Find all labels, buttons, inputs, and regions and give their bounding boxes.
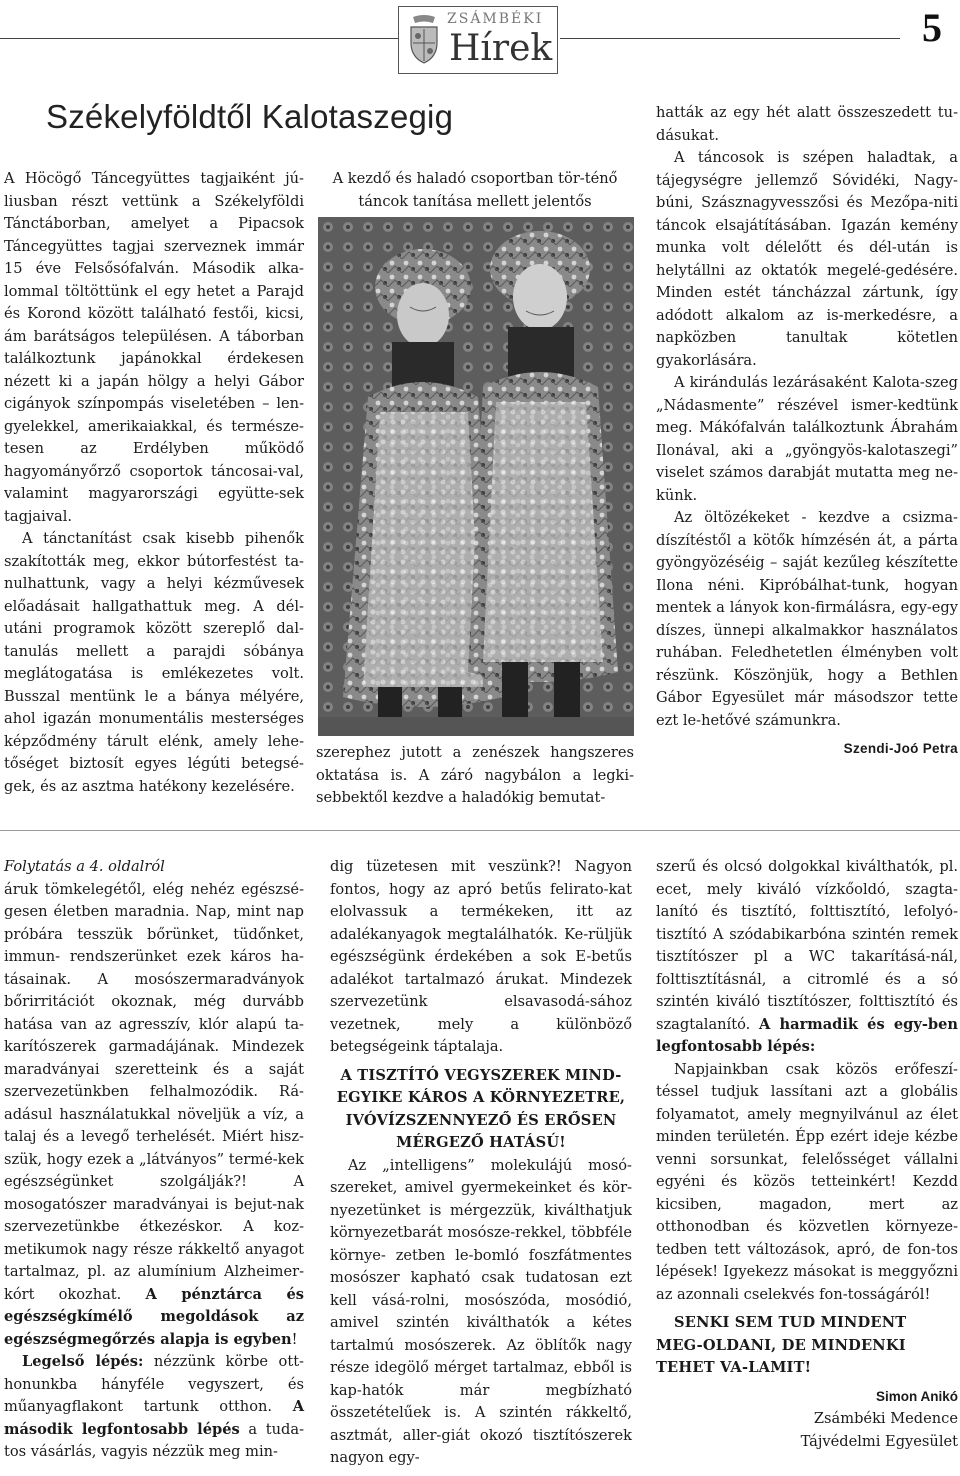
article-paragraph: hatták az egy hét alatt összeszedett tu-dásukat. — [656, 104, 958, 144]
continued-column-2 — [330, 856, 632, 1470]
signoff-organization-line-2: Tájvédelmi Egyesület — [800, 1432, 958, 1450]
text-run: nézzünk körbe ott-honunkba hányféle vegyszert, és műanyagflakont tartunk otthon. — [4, 1353, 304, 1415]
continued-paragraph: dig tüzetesen mit veszünk?! Nagyon fontos, hogy az apró betűs felirato-kat elolvassuk a termékeken, itt az adalékanyagok megtalálhatók. Ke-rüljük egészségünk érdekében a sok E-betűs adalékot tartalmazó árukat. Mindezek szervezetünk elsavasodá-sához vezetnek, mely a különböző betegségeink táptalaja. — [330, 858, 632, 1055]
photo-illustration — [318, 217, 634, 736]
masthead-top-text: ZSÁMBÉKI — [447, 11, 544, 27]
continued-paragraph — [656, 856, 958, 1059]
signoff-organization-line-1: Zsámbéki Medence — [813, 1410, 958, 1427]
photo-caption-top — [316, 168, 634, 213]
text-run: ! — [291, 1330, 298, 1348]
signoff-name: Simon Anikó — [875, 1388, 958, 1404]
article-column-1 — [4, 168, 304, 798]
continued-paragraph — [4, 879, 304, 1352]
continued-label: Folytatás a 4. oldalról — [4, 858, 165, 875]
masthead-rule-left — [0, 38, 398, 39]
closing-slogan: SENKI SEM TUD MINDENT MEG-OLDANI, DE MINDENKI TEHET VA-LAMIT! — [656, 1314, 907, 1376]
section-divider — [0, 830, 960, 831]
bold-text: A harmadik és egy-ben legfontosabb lépés: — [656, 1015, 958, 1055]
continued-paragraph: Napjainkban csak közös erőfeszí-téssel tudjuk lassítani azt a globális folyamatot, amely megnyilvánul az élet minden területén. Épp ezért ideje kézbe venni sorsunkat, felelősséget vállalni egyéni és közös tetteinkért! Kezdd kicsiben, magadon, mert az otthonodban és közvetlen környeze-tedben tett változások, apró, de fon-tos lépések! Igyekezz másokat is meggyőzni az azonnali cselekvés fon-tosságáról! — [656, 1060, 958, 1303]
masthead-title: Hírek — [449, 28, 553, 69]
warning-heading: A TISZTÍTÓ VEGYSZEREK MIND-EGYIKE KÁROS A KÖRNYEZETRE, IVÓVÍZSZENNYEZŐ ÉS ERŐSEN MÉRGEZŐ HATÁSÚ! — [336, 1066, 626, 1151]
continued-column-1 — [4, 856, 304, 1464]
coat-of-arms-icon — [407, 13, 441, 67]
article-paragraph: A Höcögő Táncegyüttes tagjaiként jú-liusban részt vettünk a Székelyföldi Tánctáborban, amelyet a Pipacsok Táncegyüttes tagjai szerveznek immár 15 éve Felsősófalván. Második alka-lommal töltöttünk el egy hetet a Parajd és Korond között található festői, kicsi, ám barátságos településen. A táborban találkoztunk japánokkal érdekesen nézett ki a japán hölgy a helyi Gábor cigányok színpompás viseletében – len-gyelekkel, amerikaiakkal, és természe-tesen az Erdélyben működő hagyományőrző csoportok táncosai-val, valamint magyarországi együtte-sek tagjaival. — [4, 170, 304, 525]
continued-paragraph — [4, 1351, 304, 1464]
text-run: szerű és olcsó dolgokkal kiválthatók, pl. ecet, mely kiváló vízkőoldó, szagta-lanító és tisztító, folttisztító, lefolyó-tisztító A szódabikarbóna szintén remek tisztítószer pl a WC takarításá-nál, folttisztításnál, a citromlé és a só szintén kiváló tisztítószer, folttisztító és szagtalanító. — [656, 858, 958, 1033]
caption-text: A kezdő és haladó csoportban tör-ténő táncok tanítása mellett jelentős — [332, 170, 618, 210]
bold-text: Legelső lépés: — [22, 1353, 144, 1370]
article-paragraph: A tánctanítást csak kisebb pihenők szakították meg, ekkor bútorfestést ta-nulhattunk, vagy a helyi kézművesek előadásait hallgathattuk meg. A dél-utáni programok között szereplő dal-tanulás mellett a parajdi sóbánya meglátogatása is emlékezetes volt. Busszal mentünk le a bánya mélyére, ahol igazán monumentális mesterséges képződmény tárult elénk, amely lehe-tőséget biztosít egyes légúti betegsé-gek, és az asztma hatékony kezelésére. — [4, 530, 304, 795]
masthead-logo — [398, 6, 558, 74]
article-title: Székelyföldtől Kalotaszegig — [46, 98, 454, 135]
signoff — [656, 1386, 958, 1454]
bold-text: A pénztárca és egészségkímélő megoldások az egészségmegőrzés alapja is egyben — [4, 1285, 304, 1348]
dancers-photo — [318, 217, 634, 736]
article-paragraph: Az öltözékeket - kezdve a csizma-díszítéstől a kötők hímzésén át, a párta gyöngyözéséig – saját kezűleg készítette Ilona néni. Kipróbálhat-tunk, hogyan mentek a lányok kon-firmálásra, egy-egy díszes, ünnepi alkalmakkor használatos ruhában. Feledhetetlen élményben volt részünk. Köszönjük, hogy a Bethlen Gábor Egyesület már másodszor tette ezt le-hetővé számunkra. — [656, 509, 958, 729]
continued-paragraph: Az „intelligens” molekulájú mosó-szereket, amivel gyermekeinket és kör-nyezetünket is mérgezzük, kiválthatjuk környezetbarát mosósze-rekkel, többféle környe- zetben le-bomló foszfátmentes mosószer kapható csak tudatosan ezt kell vásá-rolni, mosószóda, mosódió, amivel szintén kiválthatók a kétes tartalmú mosószerek. Az öblítők nagy része idegölő mérget tartalmaz, ebből is kap-hatók már megbízható összetételűek is. A szintén rákkeltő, asztmát, aller-giát okozó tisztítószerek nagyon egy- — [330, 1156, 632, 1466]
caption-text: szerephez jutott a zenészek hangszeres oktatása is. A záró nagybálon a legki-sebbektől kezdve a haladókig bemutat- — [316, 744, 634, 806]
text-run: áruk tömkelegétől, elég nehéz egészsé-gesen életben maradnia. Nap, mint nap próbára tesszük bőrünket, tüdőnket, immun- rendszerünket ezek káros ha-tásainak. A mosószermaradványok bőrirritációt okoznak, még durvább hatása van az agresszív, klór alapú ta-karítószerek garmadájának. Mindezek maradványai szeretteink és a saját szervezetünkben felhalmozódik. Rá-adásul használatukkal növeljük a víz, a talaj és a levegő terhelését. Miért hisz-szük, hogy ezek a „látványos” termé-kek egészségünket szolgálják?! A mosogatószer maradványai is bejut-nak szervezetünkbe étkezéskor. A koz-metikumok nagy része rákkeltő anyagot tartalmaz, pl. az alumínium Alzheimer-kórt okozhat. — [4, 880, 304, 1303]
bold-text: A második legfontosabb lépés — [4, 1398, 305, 1438]
page-number: 5 — [922, 5, 942, 50]
photo-caption-bottom — [316, 742, 634, 810]
text-run: a tuda-tos vásárlás, vagyis nézzük meg min- — [4, 1420, 304, 1460]
continued-column-3 — [656, 856, 958, 1453]
article-column-3 — [656, 102, 958, 761]
masthead-rule-right — [560, 38, 900, 39]
article-paragraph: A táncosok is szépen haladtak, a tájegységre jellemző Sóvidéki, Nagy-búni, Szásznagyvesszősi és Mezőpa-niti táncok elsajátításában. Igazán kemény munka volt délelőtt és dél-után is helytállni az oktatók megelé-gedésére. Minden estét táncházzal zártunk, így adódott alkalom az is-merkedésre, a napközben tanultak kötetlen gyakorlására. — [656, 149, 958, 369]
article-paragraph: A kirándulás lezárásaként Kalota-szeg „Nádasmente” részével ismer-kedtünk meg. Mákófalván találkoztunk Ábrahám Ilonával, aki a „gyöngyös-kalotaszegi” viselet számos darabját mutatta meg ne-künk. — [656, 374, 958, 504]
article-signature: Szendi-Joó Petra — [843, 741, 958, 756]
